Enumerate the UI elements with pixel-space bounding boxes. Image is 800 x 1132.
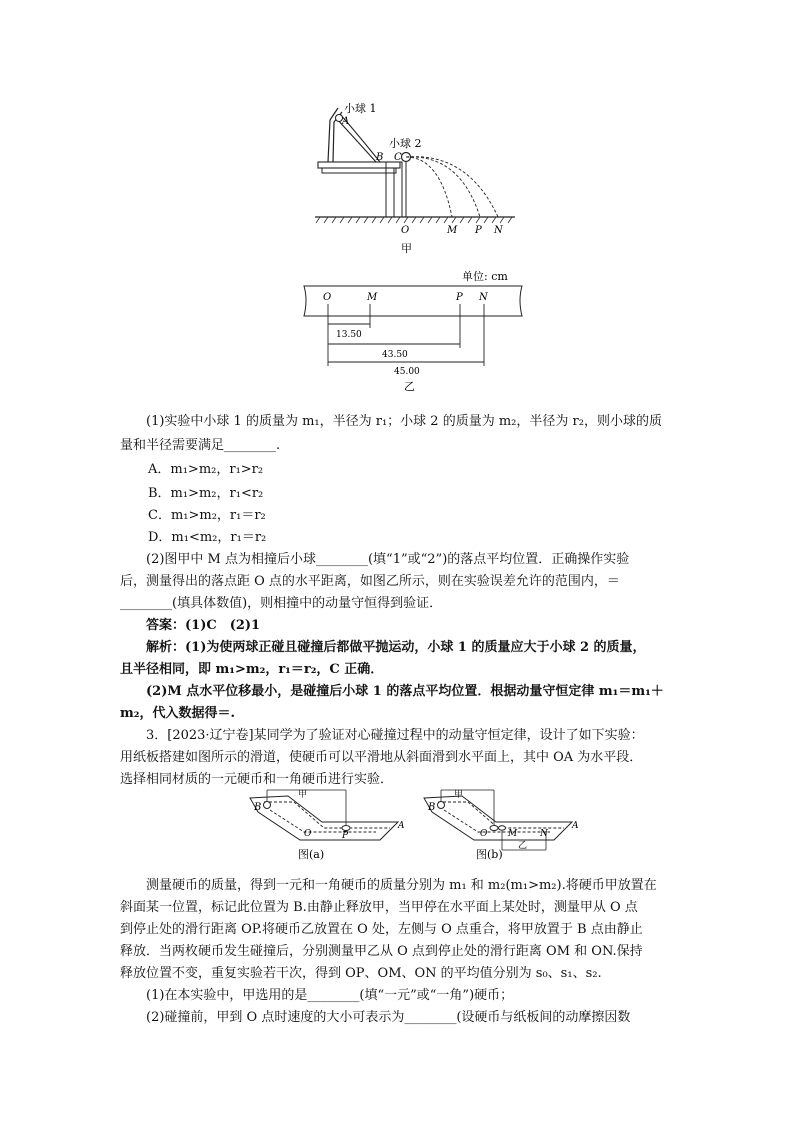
fig-a-caption: 图(a) — [298, 848, 325, 861]
dim-OM: 13.50 — [336, 330, 362, 340]
strip-P-label: P — [456, 292, 463, 303]
q2-line1: (2)图甲中 M 点为相撞后小球________(填“1”或“2”)的落点平均位置．正确操作实验 — [146, 552, 630, 567]
q3-line1: 3．[2023·辽宁卷]某同学为了验证对心碰撞过程中的动量守恒定律，设计了如下实验： — [146, 728, 644, 743]
point-B-label: B — [376, 152, 384, 163]
option-A: A．m₁>m₂，r₁>r₂ — [148, 462, 264, 477]
q3-p2: 斜面某一位置，标记此位置为 B.由静止释放甲，当甲停在水平面上某处时，测量甲从 O 点 — [120, 900, 638, 915]
strip-M-label: M — [367, 292, 378, 303]
ball1-label: 小球 1 — [344, 102, 377, 115]
fig-a-O: O — [304, 829, 312, 839]
figure-b — [414, 788, 584, 862]
q3-p1: 测量硬币的质量，得到一元和一角硬币的质量分别为 m₁ 和 m₂(m₁>m₂).将硬币甲放置在 — [146, 878, 657, 893]
ball2-label: 小球 2 — [389, 137, 422, 150]
analysis-line3: (2)M 点水平位移最小，是碰撞后小球 1 的落点平均位置．根据动量守恒定律 m₁＝m₁＋ — [146, 684, 664, 699]
q3-line2: 用纸板搭建如图所示的滑道，使硬币可以平滑地从斜面滑到水平面上，其中 OA 为水平段． — [120, 750, 643, 765]
analysis-line2: 且半径相同，即 m₁>m₂，r₁＝r₂，C 正确． — [120, 662, 384, 677]
unit-label: 单位: cm — [462, 270, 508, 283]
strip-O-label: O — [323, 292, 332, 303]
fig-b-jia: 甲 — [454, 790, 464, 800]
option-B: B．m₁>m₂，r₁<r₂ — [148, 486, 264, 501]
fig-b-A: A — [572, 821, 579, 831]
q2-line3: ________(填具体数值)，则相撞中的动量守恒得到验证． — [120, 596, 443, 611]
fig-a-B: B — [254, 802, 262, 813]
answer: 答案：(1)C (2)1 — [146, 618, 261, 633]
fig-b-N: N — [540, 829, 548, 839]
point-N-label: N — [494, 225, 503, 236]
q3-sub2: (2)碰撞前，甲到 O 点时速度的大小可表示为________(设硬币与纸板间的动摩擦因数 — [146, 1010, 631, 1025]
point-M-label: M — [447, 225, 458, 236]
strip-N-label: N — [479, 292, 488, 303]
figure-yi-caption: 乙 — [404, 380, 415, 393]
fig-b-M: M — [508, 829, 518, 839]
point-A-label: A — [342, 116, 350, 127]
fig-a-A: A — [398, 821, 405, 831]
q3-p3: 到停止处的滑行距离 OP.将硬币乙放置在 O 处，左侧与 O 点重合，将甲放置于 B 点由静止 — [120, 922, 643, 937]
figure-jia-caption: 甲 — [401, 242, 412, 255]
q1-line2: 量和半径需要满足________. — [120, 438, 281, 453]
q3-sub1: (1)在本实验中，甲选用的是________(填“一元”或“一角”)硬币； — [146, 988, 514, 1003]
q3-p4: 释放．当两枚硬币发生碰撞后，分别测量甲乙从 O 点到停止处的滑行距离 OM 和 ON.保持 — [120, 944, 643, 959]
option-C: C．m₁>m₂，r₁＝r₂ — [148, 508, 266, 523]
fig-b-caption: 图(b) — [476, 848, 503, 861]
option-D: D．m₁<m₂，r₁＝r₂ — [148, 530, 267, 545]
fig-b-yi: 乙 — [518, 841, 528, 851]
point-C-label: C — [394, 152, 402, 163]
fig-b-O: O — [480, 829, 488, 839]
figure-jia — [300, 92, 530, 260]
q1-line1: (1)实验中小球 1 的质量为 m₁，半径为 r₁；小球 2 的质量为 m₂，半径为 r₂，则小球的质 — [146, 414, 662, 429]
q3-p5: 释放位置不变，重复实验若干次，得到 OP、OM、ON 的平均值分别为 s₀、s₁、s₂. — [120, 966, 602, 981]
figure-yi — [298, 268, 530, 396]
figure-a — [240, 788, 410, 862]
point-O-label: O — [401, 225, 410, 236]
fig-a-jia: 甲 — [298, 790, 308, 800]
analysis-line4: m₂，代入数据得＝. — [120, 706, 235, 721]
dim-OP: 43.50 — [382, 350, 408, 360]
fig-b-B: B — [428, 802, 436, 813]
q2-line2: 后，测量得出的落点距 O 点的水平距离，如图乙所示，则在实验误差允许的范围内，＝ — [120, 574, 620, 589]
q3-line3: 选择相同材质的一元硬币和一角硬币进行实验． — [120, 772, 394, 787]
point-P-label: P — [475, 225, 482, 236]
dim-ON: 45.00 — [394, 367, 420, 377]
fig-a-P: P — [342, 831, 349, 841]
analysis-line1: 解析：(1)为使两球正碰且碰撞后都做平抛运动，小球 1 的质量应大于小球 2 的质量， — [146, 640, 646, 655]
